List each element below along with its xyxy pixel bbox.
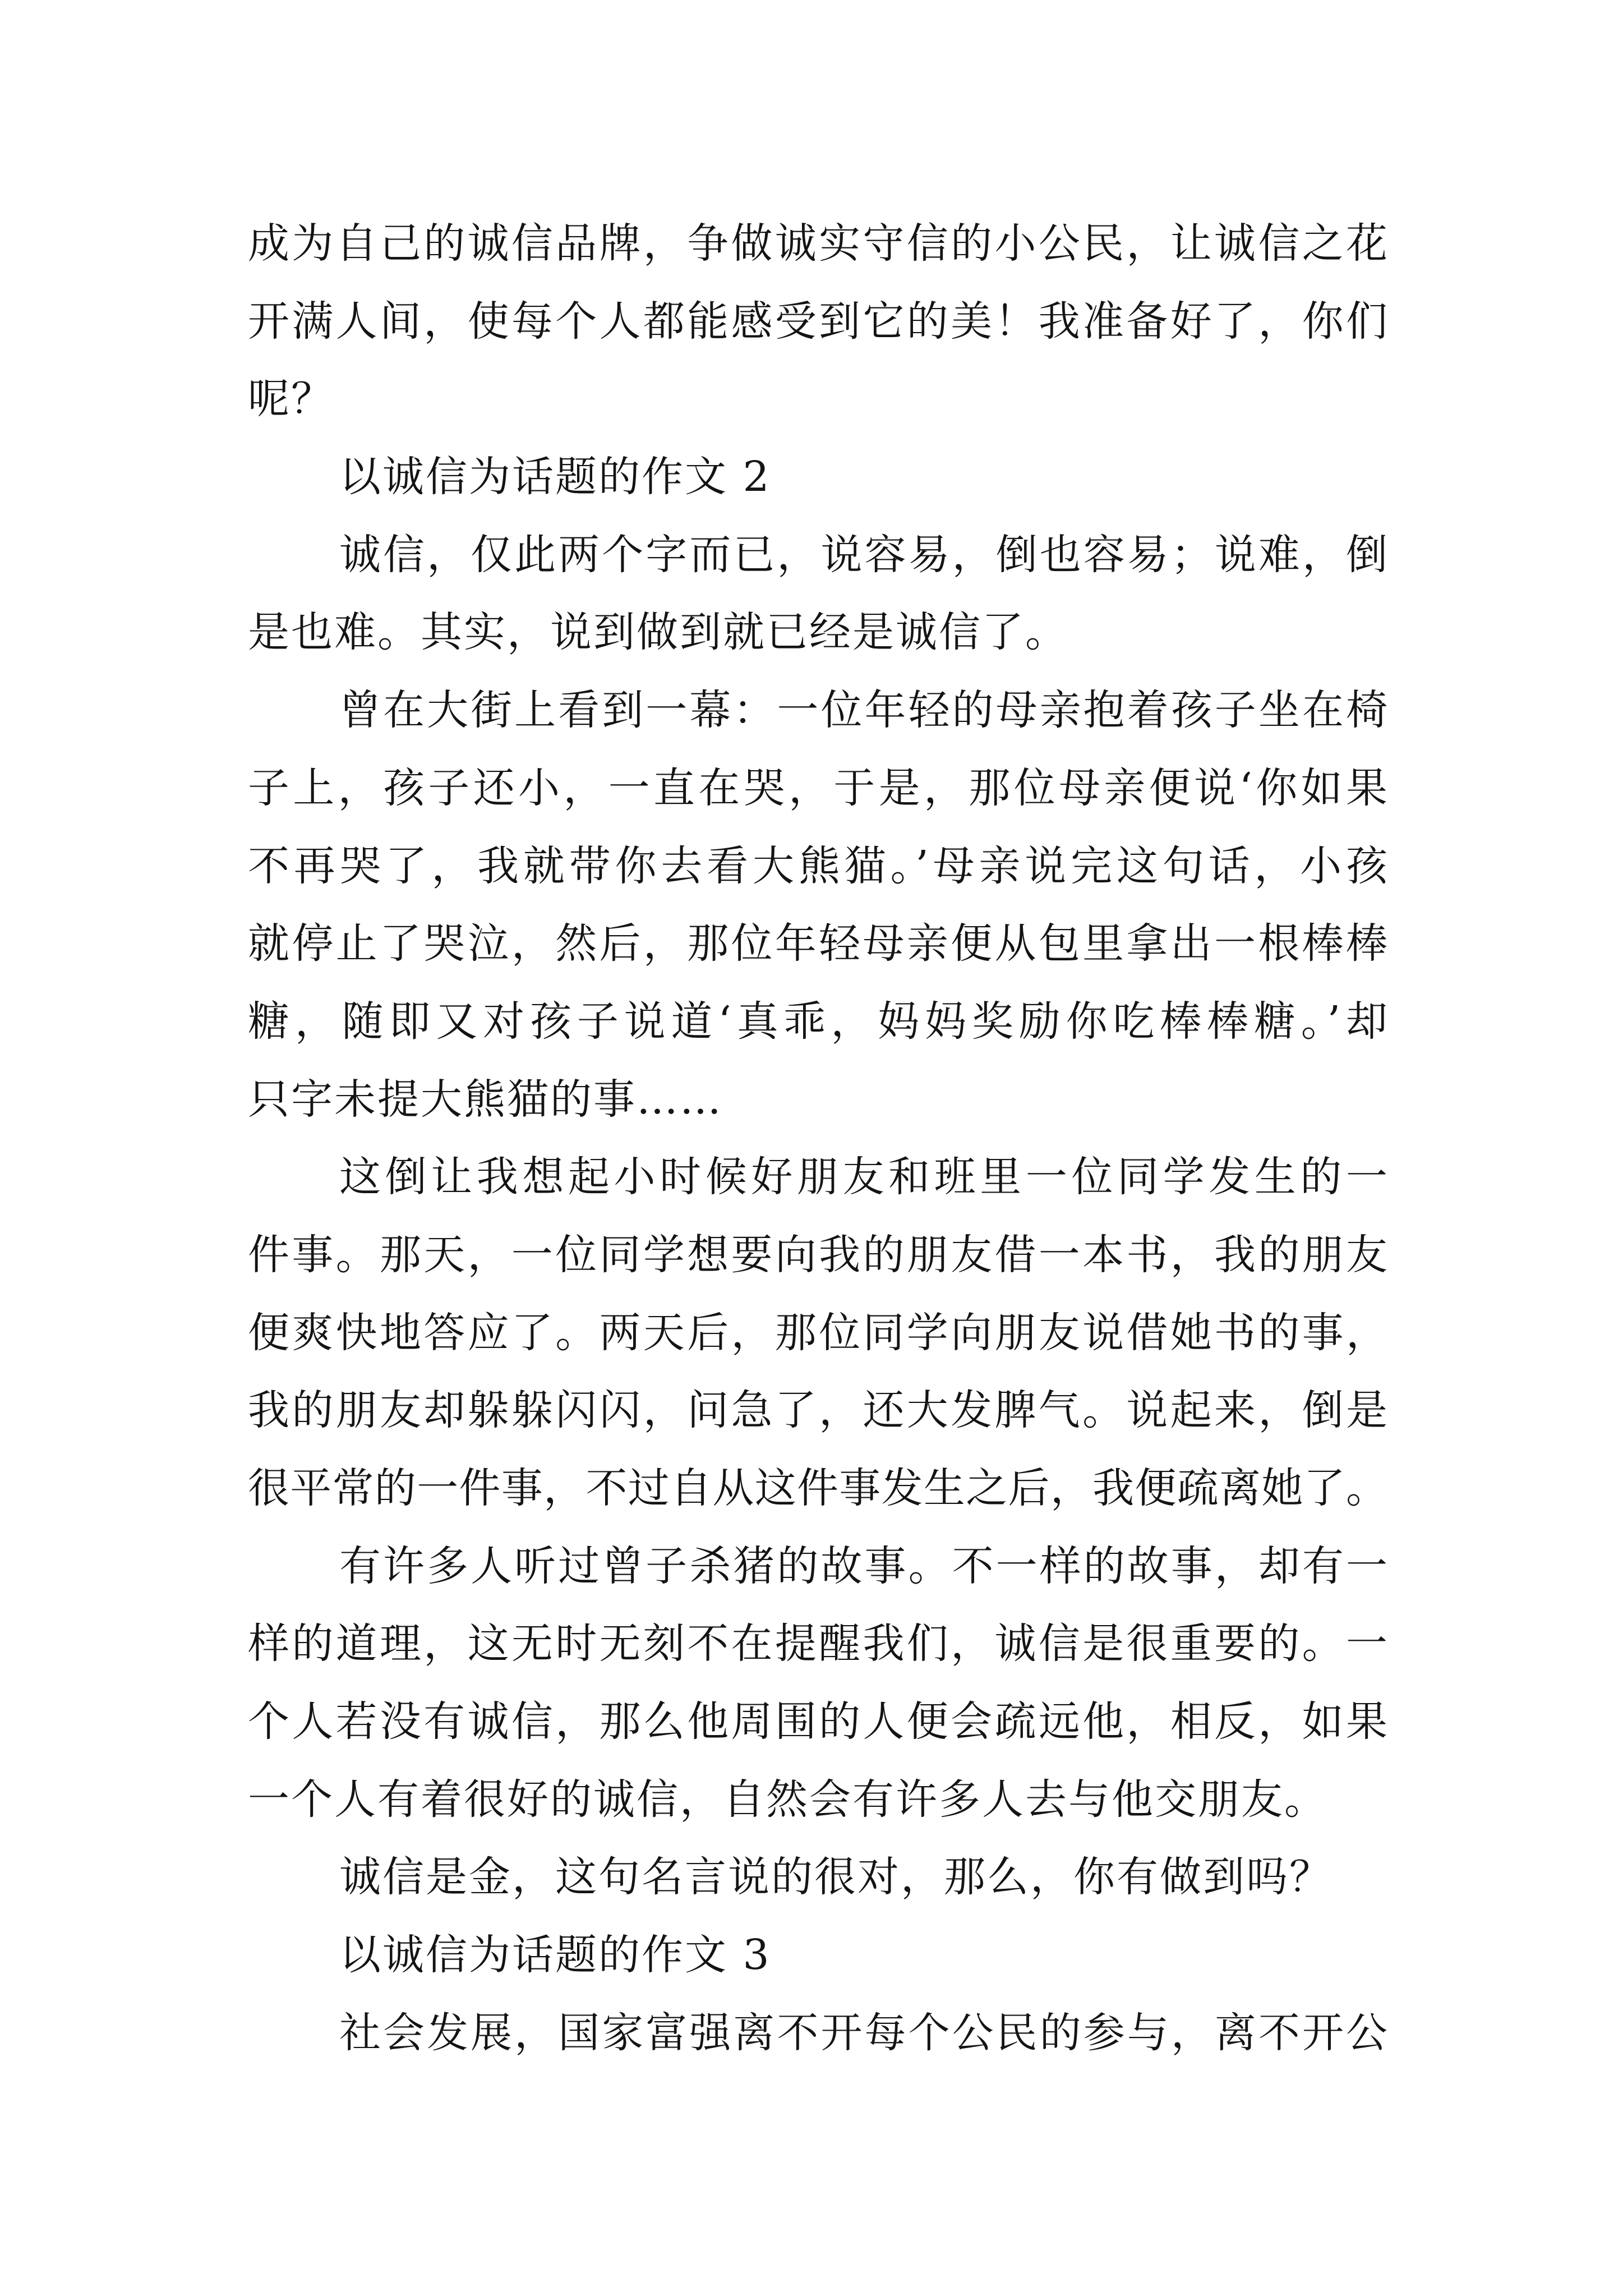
text-line: 诚信是金，这句名言说的很对，那么，你有做到吗？ — [339, 1853, 1332, 1902]
text-line: 我的朋友却躲躲闪闪，问急了，还大发脾气。说起来，倒是 — [248, 1386, 1387, 1435]
paragraph — [248, 205, 1387, 438]
text-line: 样的道理，这无时无刻不在提醒我们，诚信是很重要的。一 — [248, 1619, 1387, 1668]
paragraph — [248, 1527, 1387, 1839]
text-line: 开满人间，使每个人都能感受到它的美！我准备好了，你们 — [248, 297, 1387, 346]
text-line: 呢？ — [248, 375, 334, 424]
text-line: 成为自己的诚信品牌，争做诚实守信的小公民，让诚信之花 — [248, 219, 1387, 268]
heading-text: 以诚信为话题的作文 3 — [339, 1931, 771, 1980]
section-heading — [248, 438, 1387, 516]
text-line: 个人若没有诚信，那么他周围的人便会疏远他，相反，如果 — [248, 1697, 1387, 1746]
text-line: 一个人有着很好的诚信，自然会有许多人去与他交朋友。 — [248, 1775, 1327, 1824]
text-line: 很平常的一件事，不过自从这件事发生之后，我便疏离她了。 — [248, 1464, 1387, 1512]
paragraph — [248, 1994, 1387, 2072]
text-line: 便爽快地答应了。两天后，那位同学向朋友说借她书的事， — [248, 1308, 1387, 1357]
text-line: 曾在大街上看到一幕：一位年轻的母亲抱着孩子坐在椅 — [339, 686, 1387, 735]
text-line: 子上，孩子还小，一直在哭，于是，那位母亲便说‘你如果 — [248, 763, 1387, 812]
text-line: 是也难。其实，说到做到就已经是诚信了。 — [248, 608, 1068, 657]
paragraph — [248, 516, 1387, 671]
text-line: 不再哭了，我就带你去看大熊猫。’母亲说完这句话，小孩 — [248, 841, 1387, 890]
paragraph — [248, 1138, 1387, 1527]
text-line: 诚信，仅此两个字而已，说容易，倒也容易；说难，倒 — [339, 530, 1387, 579]
text-line: 社会发展，国家富强离不开每个公民的参与，离不开公 — [339, 2008, 1387, 2057]
section-heading — [248, 1916, 1387, 1994]
paragraph — [248, 671, 1387, 1138]
document-body — [248, 205, 1387, 2072]
text-line: 件事。那天，一位同学想要向我的朋友借一本书，我的朋友 — [248, 1230, 1387, 1279]
text-line: 有许多人听过曾子杀猪的故事。不一样的故事，却有一 — [339, 1542, 1387, 1590]
text-line: 糖，随即又对孩子说道‘真乖，妈妈奖励你吃棒棒糖。’却 — [248, 997, 1387, 1046]
text-line: 只字未提大熊猫的事…… — [248, 1075, 723, 1124]
heading-text: 以诚信为话题的作文 2 — [339, 453, 771, 501]
paragraph — [248, 1838, 1387, 1916]
text-line: 就停止了哭泣，然后，那位年轻母亲便从包里拿出一根棒棒 — [248, 919, 1387, 968]
text-line: 这倒让我想起小时候好朋友和班里一位同学发生的一 — [339, 1153, 1387, 1202]
